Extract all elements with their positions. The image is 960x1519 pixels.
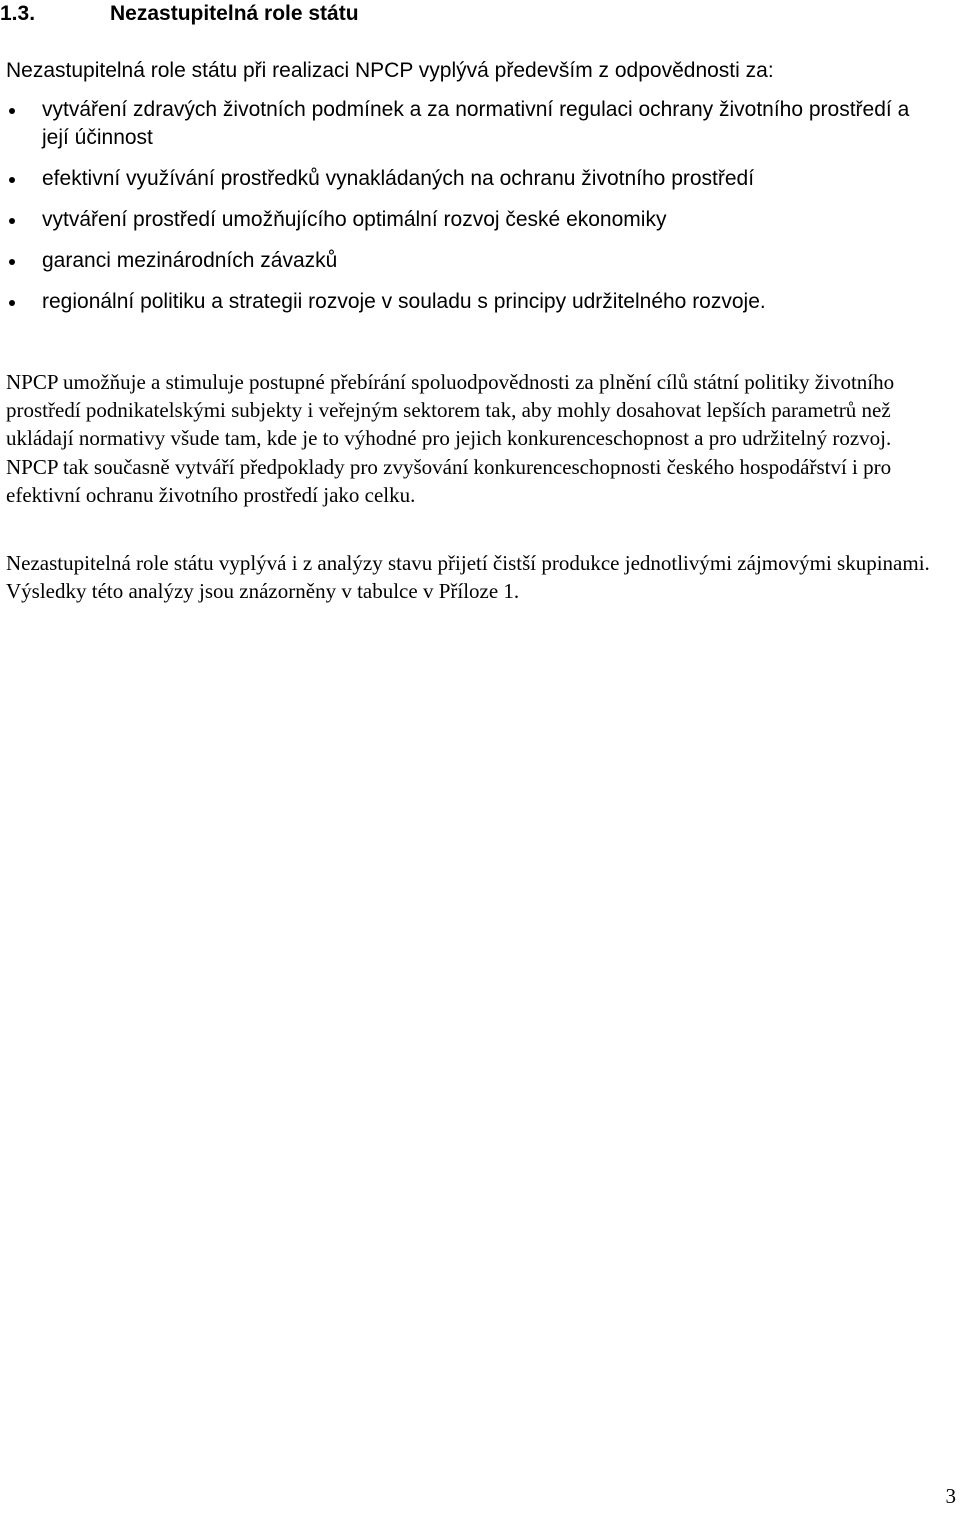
bullet-icon: [9, 108, 15, 114]
list-item: [0, 206, 940, 234]
body-paragraph: NPCP umožňuje a stimuluje postupné přebírání spoluodpovědnosti za plnění cílů státní politiky životního prostředí podnikatelskými subjekty i veřejným sektorem tak, aby mohly dosahovat lepších parametrů než ukládají normativy všude tam, kde je to výhodné pro jejich konkurenceschopnost a pro udržitelný rozvoj. NPCP tak současně vytváří předpoklady pro zvyšování konkurenceschopnosti českého hospodářství i pro efektivní ochranu životního prostředí jako celku.: [6, 370, 895, 507]
list-item-text: efektivní využívání prostředků vynakládaných na ochranu životního prostředí: [42, 167, 755, 190]
list-item: [0, 96, 940, 152]
list-item-text: garanci mezinárodních závazků: [42, 249, 338, 272]
list-item: [0, 247, 940, 275]
responsibility-list: [0, 96, 940, 329]
section-number: 1.3.: [0, 2, 36, 25]
body-paragraph: Nezastupitelná role státu vyplývá i z analýzy stavu přijetí čistší produkce jednotlivými zájmovými skupinami. Výsledky této analýzy jsou znázorněny v tabulce v Příloze 1.: [6, 551, 930, 604]
bullet-icon: [9, 259, 15, 265]
bullet-icon: [9, 218, 15, 224]
section-heading: [0, 2, 359, 28]
page-number: 3: [945, 1484, 956, 1508]
list-item-text: vytváření zdravých životních podmínek a za normativní regulaci ochrany životního prostředí a její účinnost: [42, 98, 910, 149]
intro-text: Nezastupitelná role státu při realizaci NPCP vyplývá především z odpovědnosti za:: [6, 59, 774, 82]
list-item-text: vytváření prostředí umožňujícího optimální rozvoj české ekonomiky: [42, 208, 667, 231]
bullet-icon: [9, 300, 15, 306]
section-title: Nezastupitelná role státu: [110, 2, 359, 25]
list-item: [0, 165, 940, 193]
list-item: [0, 288, 940, 316]
bullet-icon: [9, 177, 15, 183]
list-item-text: regionální politiku a strategii rozvoje v souladu s principy udržitelného rozvoje.: [42, 290, 766, 313]
